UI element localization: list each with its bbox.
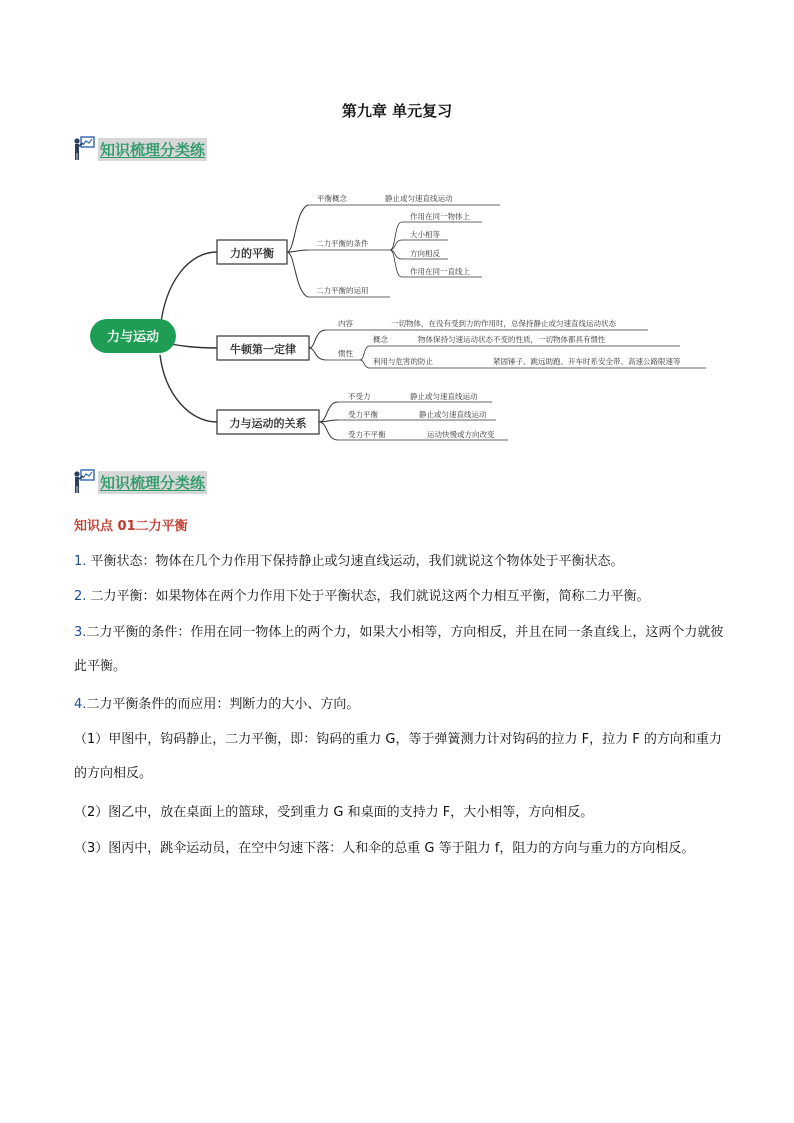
paragraph-5: （1）甲图中，钩码静止，二力平衡，即：钩码的重力 G，等于弹簧测力计对钩码的拉力 F，拉力 F 的方向和重力的方向相反。 — [74, 732, 722, 781]
svg-text:一切物体，在没有受到力的作用时，总保持静止或匀速直线运动状态: 一切物体，在没有受到力的作用时，总保持静止或匀速直线运动状态 — [391, 319, 616, 328]
svg-text:运动快慢或方向改变: 运动快慢或方向改变 — [427, 430, 495, 439]
svg-text:力与运动: 力与运动 — [106, 330, 160, 345]
mind-map-root — [90, 319, 176, 353]
page-title: 第九章 单元复习 — [341, 102, 453, 120]
presenter-icon — [72, 135, 96, 161]
paragraph-6: （2）图乙中，放在桌面上的篮球，受到重力 G 和桌面的支持力 F，大小相等，方向相反。 — [74, 805, 594, 820]
branch-force-motion-relation — [217, 391, 508, 440]
section-header-2 — [72, 468, 207, 494]
svg-text:力与运动的关系: 力与运动的关系 — [229, 417, 307, 430]
svg-text:受力不平衡: 受力不平衡 — [348, 430, 386, 439]
knowledge-point-heading — [74, 515, 188, 534]
paragraph-1: 1. 平衡状态：物体在几个力作用下保持静止或匀速直线运动，我们就说这个物体处于平衡状态。 — [74, 554, 624, 569]
svg-text:静止或匀速直线运动: 静止或匀速直线运动 — [410, 392, 478, 401]
svg-text:平衡概念: 平衡概念 — [317, 194, 347, 203]
svg-text:牛顿第一定律: 牛顿第一定律 — [230, 343, 296, 356]
paragraph-3: 3.二力平衡的条件：作用在同一物体上的两个力，如果大小相等，方向相反，并且在同一条直线上，这两个力就彼此平衡。 — [74, 625, 724, 674]
svg-text:受力平衡: 受力平衡 — [348, 410, 378, 419]
knowledge-point-prefix: 知识点 01 — [74, 519, 136, 534]
svg-text:物体保持匀速运动状态不变的性质，一切物体都具有惯性: 物体保持匀速运动状态不变的性质，一切物体都具有惯性 — [418, 335, 606, 344]
svg-text:内容: 内容 — [338, 319, 353, 328]
section-label: 知识梳理分类练 — [98, 138, 207, 161]
svg-text:不受力: 不受力 — [348, 392, 371, 401]
svg-text:作用在同一物体上: 作用在同一物体上 — [410, 212, 470, 221]
knowledge-point-name: 二力平衡 — [135, 519, 188, 534]
branch-newton-first-law — [217, 318, 706, 368]
svg-text:惯性: 惯性 — [338, 349, 353, 358]
svg-text:方向相反: 方向相反 — [410, 249, 440, 258]
svg-text:利用与危害的防止: 利用与危害的防止 — [373, 357, 433, 366]
svg-text:紧固锤子、跳远助跑、开车时系安全带、高速公路限速等: 紧固锤子、跳远助跑、开车时系安全带、高速公路限速等 — [493, 357, 681, 366]
paragraph-4: 4.二力平衡条件的而应用：判断力的大小、方向。 — [74, 697, 360, 712]
section-header-1 — [72, 135, 207, 161]
paragraph-7: （3）图丙中，跳伞运动员，在空中匀速下落：人和伞的总重 G 等于阻力 f，阻力的方向与重力的方向相反。 — [74, 841, 695, 856]
branch-force-balance — [217, 193, 500, 297]
svg-text:大小相等: 大小相等 — [410, 230, 440, 239]
svg-text:概念: 概念 — [373, 335, 388, 344]
mind-map — [80, 180, 720, 454]
svg-text:二力平衡的条件: 二力平衡的条件 — [316, 239, 369, 248]
svg-text:二力平衡的运用: 二力平衡的运用 — [316, 286, 369, 295]
svg-text:静止或匀速直线运动: 静止或匀速直线运动 — [419, 410, 487, 419]
section-label: 知识梳理分类练 — [98, 471, 207, 494]
paragraph-2: 2. 二力平衡：如果物体在两个力作用下处于平衡状态，我们就说这两个力相互平衡，简称二力平衡。 — [74, 589, 650, 604]
svg-text:静止或匀速直线运动: 静止或匀速直线运动 — [385, 194, 453, 203]
svg-text:作用在同一直线上: 作用在同一直线上 — [410, 267, 470, 276]
svg-text:力的平衡: 力的平衡 — [230, 247, 274, 260]
presenter-icon — [72, 468, 96, 494]
